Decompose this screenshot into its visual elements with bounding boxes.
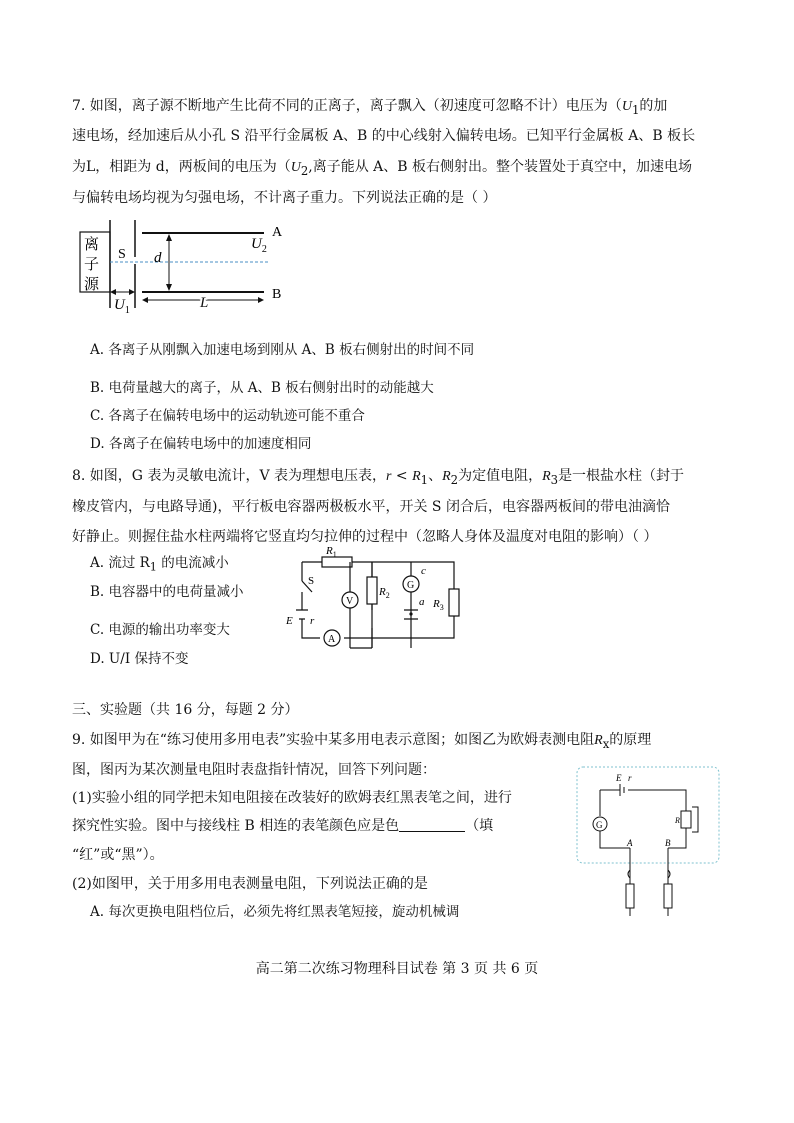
ohm-label-b: B [665, 838, 671, 848]
d-arrow-head-bottom [166, 284, 172, 291]
q7-line-4: 与偏转电场均视为匀强电场，不计离子重力。下列说法正确的是（ ） [72, 190, 497, 206]
l-arrow-head-right [258, 297, 264, 303]
circuit-label-g: G [407, 580, 415, 591]
q7-line-1: 7. 如图，离子源不断地产生比荷不同的正离子，离子飘入（初速度可忽略不计）电压为（$U_1$的加 [72, 98, 668, 117]
q7-line-2: 速电场，经加速后从小孔 S 沿平行金属板 A、B 的中心线射入偏转电场。已知平行金属板 A、B 板长 [72, 128, 696, 144]
q9-part2-option-a: A. 每次更换电阻档位后，必须先将红黑表笔短接，旋动机械调 [90, 904, 460, 920]
ohm-label-a: A [627, 838, 633, 848]
label-u1: $U_1$ [114, 297, 130, 316]
label-u2: $U_2$ [251, 236, 267, 255]
circuit-label-s: S [308, 575, 315, 587]
circuit-label-ammeter: A [328, 634, 336, 645]
u1-arrow-head-right [129, 289, 135, 295]
u1-arrow-head-left [110, 289, 116, 295]
answer-blank [399, 817, 465, 832]
q7-option-c: C. 各离子在偏转电场中的运动轨迹可能不重合 [90, 408, 365, 424]
ion-source-label-1: 离 [84, 237, 100, 253]
ion-source-label-3: 源 [84, 277, 100, 293]
circuit-label-r: r [310, 615, 315, 627]
ohm-label-r: r [628, 773, 632, 783]
q8-line-1: 8. 如图，G 表为灵敏电流计，V 表为理想电压表，$r < R_1$、$R_2$为定值电阻，$R_3$是一根盐水柱（封于 [72, 468, 685, 487]
label-b: B [272, 287, 282, 302]
q8-line-2: 橡皮管内，与电路导通)，平行板电容器两极板水平，开关 S 闭合后，电容器两板间的带电油滴恰 [72, 499, 670, 515]
q9-part2-line: (2)如图甲，关于用多用电表测量电阻，下列说法正确的是 [72, 876, 428, 892]
d-arrow-head-top [166, 234, 172, 241]
q7-option-a: A. 各离子从刚飘入加速电场到刚从 A、B 板右侧射出的时间不同 [90, 342, 475, 358]
q8-line-3: 好静止。则握住盐水柱两端将它竖直均匀拉伸的过程中（忽略人身体及温度对电阻的影响）（ ） [72, 529, 658, 545]
q9-part1-line-1: (1)实验小组的同学把未知电阻接在改装好的欧姆表红黑表笔之间，进行 [72, 790, 512, 806]
q7-option-d: D. 各离子在偏转电场中的加速度相同 [90, 436, 312, 452]
q7-diagram [76, 212, 296, 320]
r2-resistor [367, 577, 377, 604]
section-3-heading: 三、实验题（共 16 分，每题 2 分） [72, 702, 299, 718]
r1-resistor [322, 557, 352, 567]
q9-part1-line-3: “红”或“黑”）。 [72, 847, 164, 863]
label-s: S [118, 247, 126, 262]
q9-part1-line-2: 探究性实验。图中与接线柱 B 相连的表笔颜色应是色 （填 [72, 818, 494, 834]
label-l: L [200, 295, 209, 311]
ion-source-label-2: 子 [84, 257, 100, 273]
page-footer: 高二第二次练习物理科目试卷 第 3 页 共 6 页 [255, 961, 539, 977]
circuit-label-r1: $R_1$ [326, 545, 337, 559]
ohm-label-e: E [616, 773, 622, 783]
q7-line-3: 为L，相距为 d，两板间的电压为（$U_2$,离子能从 A、B 板右侧射出。整个装置处于真空中，加速电场 [72, 159, 693, 178]
circuit-label-a: a [419, 596, 425, 608]
ohm-label-g: G [596, 820, 603, 830]
q9-line-1: 9. 如图甲为在“练习使用多用电表”实验中某多用电表示意图；如图乙为欧姆表测电阻$R_x$的原理 [72, 732, 652, 751]
label-a: A [272, 225, 283, 240]
q8-option-d: D. U/I 保持不变 [90, 651, 189, 667]
q7-option-b: B. 电荷量越大的离子，从 A、B 板右侧射出时的动能越大 [90, 380, 434, 396]
q8-option-c: C. 电源的输出功率变大 [90, 622, 230, 638]
q9-line-2: 图，图丙为某次测量电阻时表盘指针情况，回答下列问题： [72, 762, 436, 778]
l-arrow-head-left [142, 297, 148, 303]
q8-option-a: A. 流过 $R_1$ 的电流减小 [90, 555, 229, 574]
circuit-label-c: c [421, 565, 426, 577]
ohm-label-rr: R [675, 816, 680, 825]
circuit-label-v: V [346, 596, 354, 607]
oil-drop-icon [409, 612, 412, 615]
circuit-label-r3: $R_3$ [433, 598, 444, 612]
q8-option-b: B. 电容器中的电荷量减小 [90, 584, 244, 600]
ohmmeter-diagram [576, 766, 722, 916]
label-d: d [154, 250, 162, 266]
r3-resistor [449, 589, 459, 616]
q8-circuit-diagram [282, 545, 472, 658]
circuit-label-e: E [286, 615, 293, 627]
circuit-label-r2: $R_2$ [379, 586, 390, 600]
